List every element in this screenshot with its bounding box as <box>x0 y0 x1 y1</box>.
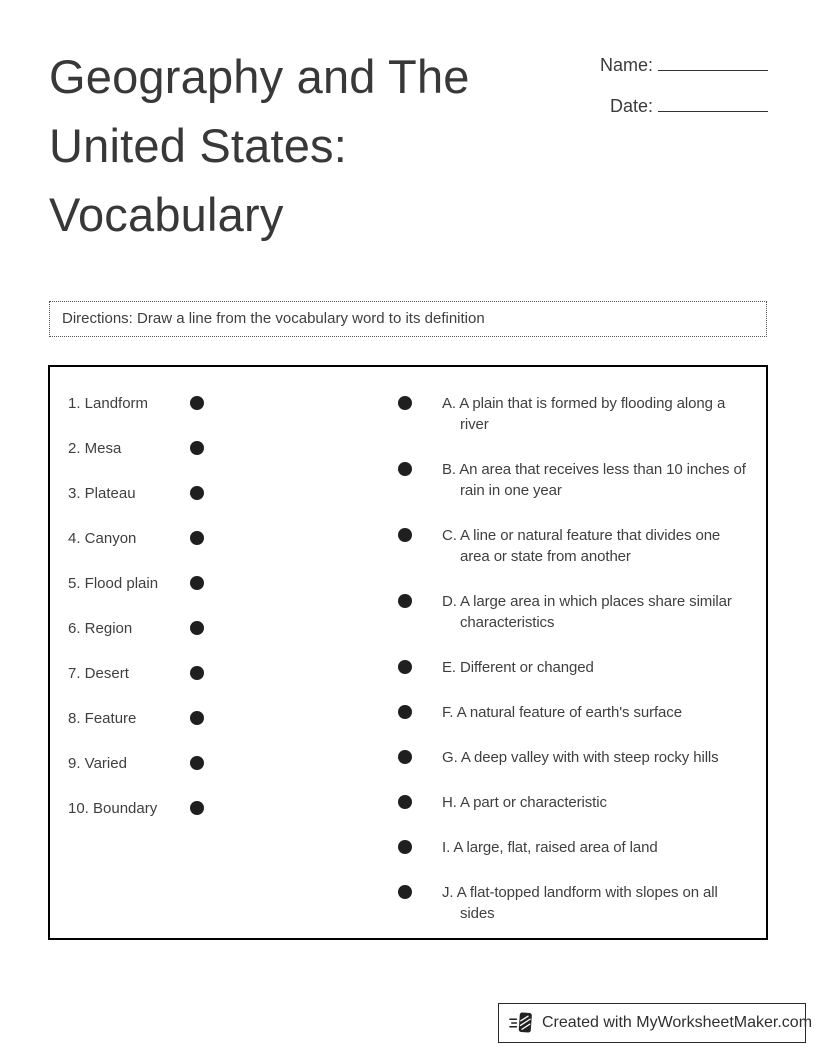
connector-dot-word-8[interactable] <box>190 711 204 725</box>
vocab-word-canyon: 4. Canyon <box>68 530 137 547</box>
created-with-badge <box>498 1003 813 1043</box>
connector-dot-word-4[interactable] <box>190 531 204 545</box>
connector-dot-def-f[interactable] <box>398 705 412 719</box>
vocab-word-region: 6. Region <box>68 620 133 637</box>
definition-row-d <box>390 591 748 633</box>
definition-text-h: H. A part or characteristic <box>442 794 607 811</box>
definition-text-a: A. A plain that is formed by flooding along a river <box>442 395 726 433</box>
vocabulary-column <box>68 393 390 928</box>
connector-dot-def-i[interactable] <box>398 840 412 854</box>
directions-box <box>49 301 767 337</box>
connector-dot-word-2[interactable] <box>190 441 204 455</box>
connector-dot-word-3[interactable] <box>190 486 204 500</box>
word-row-8 <box>68 708 390 729</box>
date-row <box>600 91 768 118</box>
connector-dot-def-b[interactable] <box>398 462 412 476</box>
definition-text-f: F. A natural feature of earth's surface <box>442 704 682 721</box>
vocab-word-landform: 1. Landform <box>68 395 149 412</box>
word-row-3 <box>68 483 390 504</box>
worksheet-maker-logo-icon <box>509 1010 535 1036</box>
name-label: Name: <box>599 55 653 75</box>
connector-dot-def-g[interactable] <box>398 750 412 764</box>
connector-dot-def-d[interactable] <box>398 594 412 608</box>
word-row-1 <box>68 393 390 414</box>
directions-text: Directions: Draw a line from the vocabulary word to its definition <box>62 310 485 327</box>
vocab-word-boundary: 10. Boundary <box>68 800 158 817</box>
connector-dot-def-h[interactable] <box>398 795 412 809</box>
definition-text-g: G. A deep valley with with steep rocky hills <box>442 749 719 766</box>
connector-dot-word-1[interactable] <box>190 396 204 410</box>
definition-text-c: C. A line or natural feature that divides one area or state from another <box>442 527 721 565</box>
vocab-word-plateau: 3. Plateau <box>68 485 136 502</box>
word-row-6 <box>68 618 390 639</box>
date-label: Date: <box>609 96 653 116</box>
worksheet-title <box>49 42 609 249</box>
date-input-line[interactable] <box>658 91 768 112</box>
vocab-word-desert: 7. Desert <box>68 665 129 682</box>
connector-dot-word-5[interactable] <box>190 576 204 590</box>
vocab-word-varied: 9. Varied <box>68 755 127 772</box>
connector-dot-word-10[interactable] <box>190 801 204 815</box>
definition-text-e: E. Different or changed <box>442 659 594 676</box>
connector-dot-def-c[interactable] <box>398 528 412 542</box>
word-row-5 <box>68 573 390 594</box>
definition-row-a <box>390 393 748 435</box>
connector-dot-word-9[interactable] <box>190 756 204 770</box>
connector-dot-word-6[interactable] <box>190 621 204 635</box>
vocab-word-flood-plain: 5. Flood plain <box>68 575 159 592</box>
title-line-1: Geography and The <box>49 50 470 103</box>
word-row-2 <box>68 438 390 459</box>
connector-dot-def-e[interactable] <box>398 660 412 674</box>
definition-row-j <box>390 882 748 924</box>
definition-row-h <box>390 792 748 813</box>
title-line-2: United States: <box>49 119 348 172</box>
definition-row-b <box>390 459 748 501</box>
connector-dot-word-7[interactable] <box>190 666 204 680</box>
matching-exercise-box <box>48 365 768 940</box>
created-with-text: Created with MyWorksheetMaker.com <box>542 1014 813 1031</box>
definition-text-d: D. A large area in which places share similar characteristics <box>442 593 732 631</box>
name-row <box>600 50 768 77</box>
definitions-column <box>390 393 748 928</box>
name-date-block <box>600 50 768 132</box>
definition-row-e <box>390 657 748 678</box>
connector-dot-def-j[interactable] <box>398 885 412 899</box>
definition-row-c <box>390 525 748 567</box>
definition-row-i <box>390 837 748 858</box>
definition-text-b: B. An area that receives less than 10 inches of rain in one year <box>442 461 746 499</box>
word-row-10 <box>68 798 390 819</box>
word-row-4 <box>68 528 390 549</box>
definition-row-f <box>390 702 748 723</box>
name-input-line[interactable] <box>658 50 768 71</box>
vocab-word-mesa: 2. Mesa <box>68 440 122 457</box>
definition-text-i: I. A large, flat, raised area of land <box>442 839 658 856</box>
word-row-7 <box>68 663 390 684</box>
definition-row-g <box>390 747 748 768</box>
word-row-9 <box>68 753 390 774</box>
vocab-word-feature: 8. Feature <box>68 710 137 727</box>
definition-text-j: J. A flat-topped landform with slopes on all sides <box>442 884 718 922</box>
title-line-3: Vocabulary <box>49 188 284 241</box>
connector-dot-def-a[interactable] <box>398 396 412 410</box>
